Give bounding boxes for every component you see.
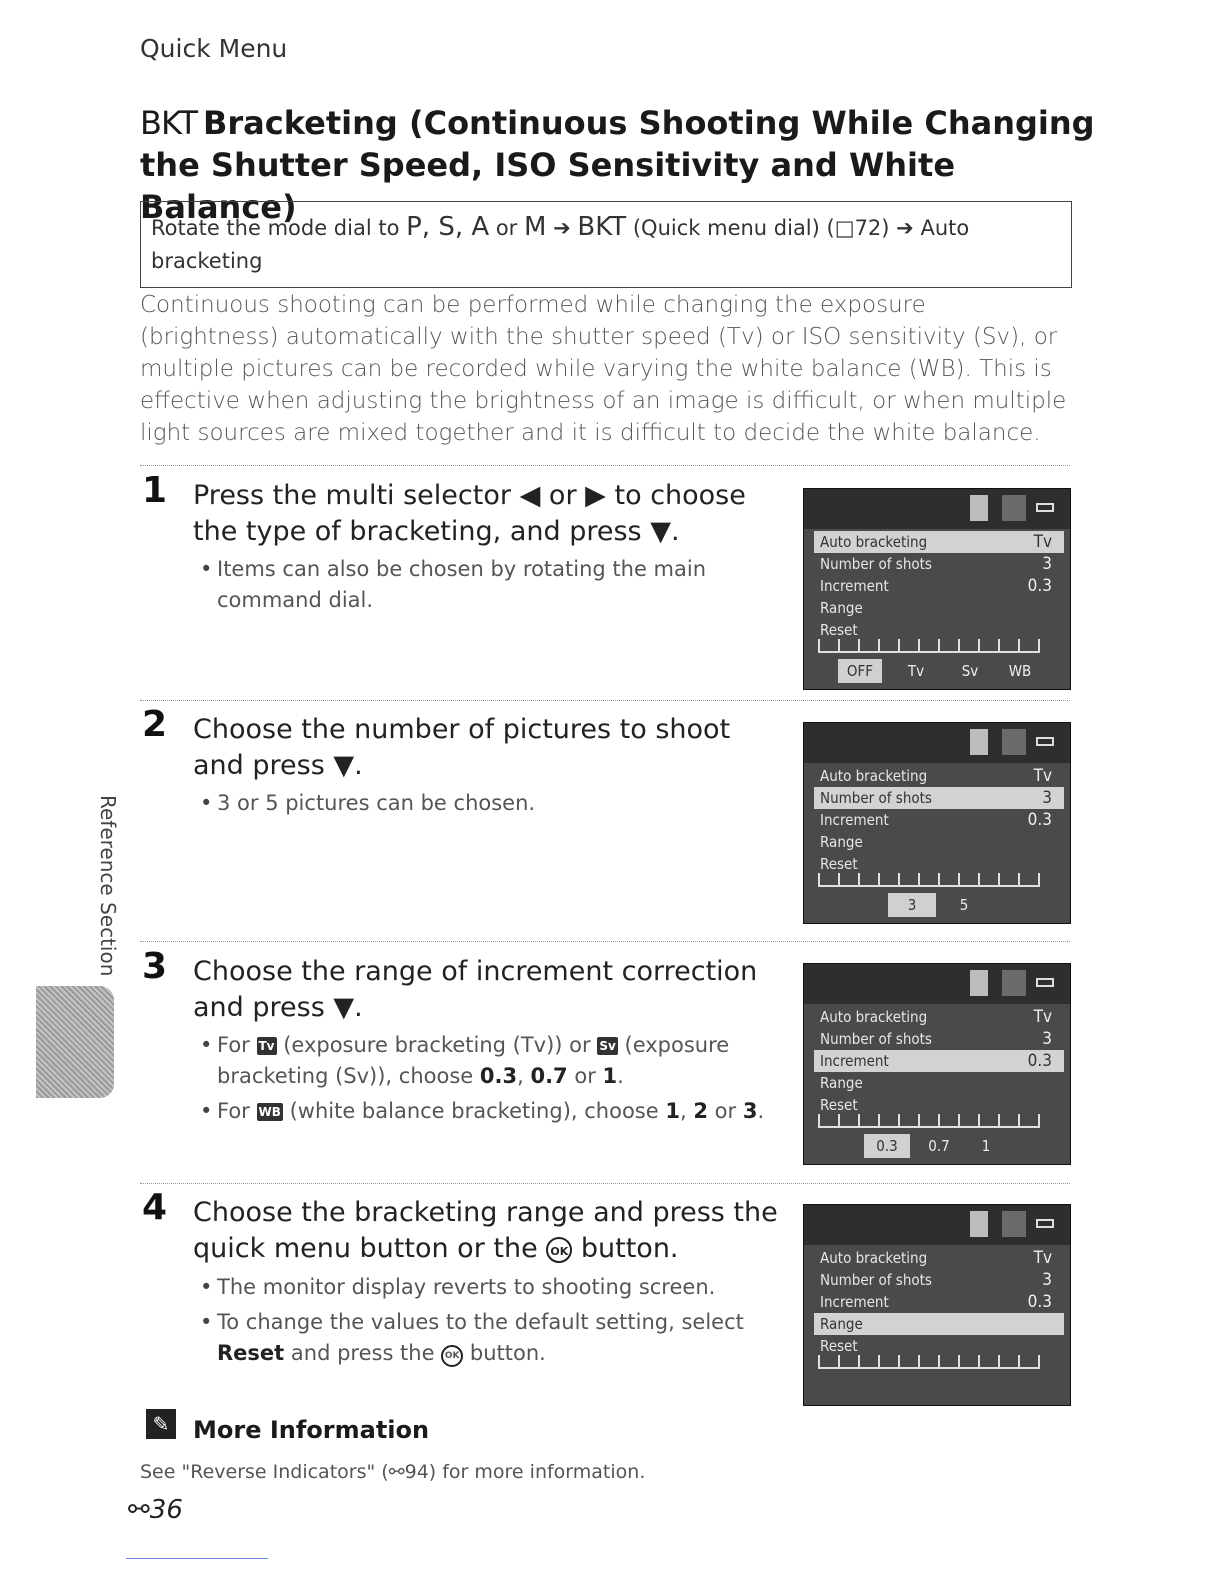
nav-mid: (Quick menu dial) ( [632,216,835,240]
menu-row-auto-bracketing [814,765,1064,787]
bullet-text: or [574,1064,596,1088]
more-text-b: 94) for more information. [404,1461,646,1483]
row-label: Auto bracketing [820,533,928,551]
step-number: 1 [142,470,168,511]
ok-button-icon: OK [546,1237,572,1263]
screen-topbar [804,1205,1070,1245]
row-value: Tv [1033,766,1052,786]
menu-tab-icon [1002,970,1026,996]
section-tab [36,986,114,1098]
step-bullets [200,554,770,620]
menu-row-auto-bracketing [814,1006,1064,1028]
bullet-item [200,1307,770,1369]
bkt-symbol: BKT [140,104,197,142]
menu-tab-icon [970,495,988,521]
side-label [96,795,120,975]
option-0-3: 0.3 [864,1134,910,1158]
battery-icon [1036,503,1054,512]
option-strip [804,659,1070,683]
menu-row-reset [814,1335,1064,1357]
row-label: Number of shots [820,555,932,573]
menu-row-increment [814,1291,1064,1313]
menu-row-range [814,1313,1064,1335]
step-heading-text: or [548,480,577,511]
arrow-icon: ➔ [896,216,914,240]
nav-mode-m: M [524,212,547,242]
side-label-text: Reference Section [96,795,120,977]
more-information-text [140,1461,645,1483]
row-label: Reset [820,1337,858,1355]
row-label: Number of shots [820,1271,932,1289]
value-1: 1 [665,1099,680,1123]
row-label: Increment [820,1052,889,1070]
step-bullets [200,1030,770,1131]
option-strip [804,1134,1070,1158]
down-arrow-icon: ▼ [333,992,355,1023]
row-label: Auto bracketing [820,1008,928,1026]
divider [140,700,1070,701]
row-label: Increment [820,1293,889,1311]
reset-label: Reset [217,1341,285,1365]
camera-screen-2 [803,722,1071,924]
navigation-box [140,201,1072,288]
row-value: 3 [1042,1270,1052,1290]
row-label: Reset [820,621,858,639]
step-heading-text: button. [580,1233,679,1264]
option-wb: WB [1008,662,1032,680]
menu-row-reset [814,1094,1064,1116]
row-value: 3 [1042,1029,1052,1049]
exposure-scale [818,1114,1040,1128]
title-text: Bracketing (Continuous Shooting While Changing the Shutter Speed, ISO Sensitivity and White Balance) [140,104,1095,226]
menu-tab-icon [970,1211,988,1237]
row-value: Tv [1033,532,1052,552]
divider [140,941,1070,942]
menu-row-number-of-shots [814,787,1064,809]
row-label: Range [820,1074,863,1092]
wb-icon: WB [258,1105,281,1119]
row-value: 3 [1042,788,1052,808]
camera-screen-1 [803,488,1071,690]
row-value: Tv [1033,1007,1052,1027]
menu-row-increment [814,809,1064,831]
step-heading-text: Choose the number of pictures to shoot and press [193,714,731,781]
step-heading-text: Press the multi selector [193,480,511,511]
bullet-item: • Items can also be chosen by rotating the main command dial. [200,554,770,616]
nav-modes: P, S, A [406,212,490,242]
screen-topbar [804,723,1070,763]
value-2: 2 [693,1099,708,1123]
nav-bkt: BKT [577,212,627,242]
row-label: Reset [820,1096,858,1114]
screen-menu [814,1247,1064,1357]
option-5: 5 [959,896,969,914]
value-0-3: 0.3 [479,1064,518,1088]
menu-row-number-of-shots [814,553,1064,575]
row-label: Range [820,1315,863,1333]
row-value: 0.3 [1027,810,1052,830]
bottom-rule [126,1558,268,1559]
row-label: Reset [820,855,858,873]
menu-tab-icon [1002,495,1026,521]
bullet-text: To change the values to the default setting, select [217,1310,744,1334]
bullet-text: (exposure bracketing (Sv)), choose [217,1033,730,1088]
row-value: Tv [1033,1248,1052,1268]
menu-row-range [814,597,1064,619]
menu-tab-icon [970,729,988,755]
row-value: 0.3 [1027,1051,1052,1071]
step-heading-text: to choose the type of bracketing, and press [193,480,746,547]
battery-icon [1036,1219,1054,1228]
reference-icon: ⚯ [388,1461,405,1483]
screen-menu [814,1006,1064,1116]
page-number [128,1495,183,1525]
down-arrow-icon: ▼ [650,516,671,547]
menu-row-increment [814,1050,1064,1072]
down-arrow-icon: ▼ [333,750,355,781]
screen-topbar [804,489,1070,529]
bullet-item: • 3 or 5 pictures can be chosen. [200,788,770,819]
bullet-item: • The monitor display reverts to shooting screen. [200,1272,770,1303]
row-label: Range [820,833,863,851]
option-off: OFF [838,659,882,683]
bullet-item: • For WB (white balance bracketing), choose 1, 2 or 3. [200,1096,770,1127]
option-0-7: 0.7 [928,1137,950,1155]
menu-row-auto-bracketing [814,1247,1064,1269]
exposure-scale [818,1355,1040,1369]
divider [140,1183,1070,1184]
option-strip [804,893,1070,917]
menu-tab-icon [970,970,988,996]
value-3: 3 [742,1099,758,1123]
step-bullets [200,788,770,823]
row-label: Increment [820,577,889,595]
row-label: Auto bracketing [820,1249,928,1267]
menu-row-auto-bracketing [814,531,1064,553]
bullet-text: and press the [290,1341,435,1365]
bullet-text: (white balance bracketing), choose [289,1099,659,1123]
arrow-icon: ➔ [553,216,571,240]
more-information-icon: ✎ [146,1409,176,1439]
value-0-7: 0.7 [530,1064,568,1088]
battery-icon [1036,978,1054,987]
row-value: 3 [1042,554,1052,574]
row-label: Number of shots [820,789,932,807]
menu-row-reset [814,853,1064,875]
menu-row-reset [814,619,1064,641]
intro-paragraph: Continuous shooting can be performed while changing the exposure (brightness) automatically with the shutter speed (Tv) or ISO sensitivity (Sv), or multiple pictures can be recorded while varying the white balance (WB). This is effective when adjusting the brightness of an image is difficult, or when multiple light sources are mixed together and it is difficult to decide the white balance. [140,292,1067,446]
bullet-text: or [714,1099,737,1123]
menu-row-number-of-shots [814,1028,1064,1050]
value-1: 1 [602,1064,618,1088]
menu-row-range [814,831,1064,853]
row-label: Increment [820,811,889,829]
more-information-title: More Information [193,1416,430,1444]
nav-ref: 72) [854,216,890,240]
nav-suffix: Auto bracketing [151,216,970,273]
bullet-text: button. [469,1341,546,1365]
right-arrow-icon: ▶ [585,480,606,511]
reference-section-icon: ⚯ [128,1495,150,1525]
camera-screen-4 [803,1204,1071,1406]
step-heading-text: Choose the bracketing range and press the quick menu button or the [193,1197,778,1264]
step-number: 4 [142,1187,168,1228]
left-arrow-icon: ◀ [519,480,541,511]
option-sv: Sv [961,662,979,680]
nav-or: or [495,216,518,240]
menu-tab-icon [1002,729,1026,755]
ok-button-icon: OK [441,1345,463,1367]
exposure-scale [818,873,1040,887]
screen-menu [814,765,1064,875]
row-label: Number of shots [820,1030,932,1048]
book-icon: □ [834,216,855,240]
sv-icon: Sv [599,1039,616,1053]
bullet-item: • For Tv (exposure bracketing (Tv)) or Sv (exposure bracketing (Sv)), choose 0.3, 0.7 or 1. [200,1030,770,1092]
step-bullets [200,1272,770,1373]
tv-icon: Tv [258,1039,275,1053]
nav-prefix: Rotate the mode dial to [151,216,400,240]
bullet-text: (exposure bracketing (Tv)) or [283,1033,591,1057]
menu-row-increment [814,575,1064,597]
row-label: Range [820,599,863,617]
option-1: 1 [981,1137,991,1155]
step-heading: Choose the number of pictures to shoot and press ▼. [193,714,731,781]
step-heading: Choose the range of increment correction and press ▼. [193,956,758,1023]
menu-row-range [814,1072,1064,1094]
bullet-text: For [217,1033,250,1057]
step-heading: Press the multi selector ◀ or ▶ to choose the type of bracketing, and press ▼. [193,480,746,547]
more-text-a: See "Reverse Indicators" ( [140,1461,389,1483]
screen-topbar [804,964,1070,1004]
exposure-scale [818,639,1040,653]
step-heading-text: Choose the range of increment correction and press [193,956,758,1023]
menu-row-number-of-shots [814,1269,1064,1291]
battery-icon [1036,737,1054,746]
camera-screen-3 [803,963,1071,1165]
step-heading [193,1195,783,1267]
row-value: 0.3 [1027,1292,1052,1312]
divider [140,465,1070,466]
option-3: 3 [888,893,936,917]
running-head: Quick Menu [140,34,288,63]
step-number: 2 [142,704,168,745]
screen-menu [814,531,1064,641]
page-number-value: 36 [149,1495,183,1525]
step-number: 3 [142,946,168,987]
row-value: 0.3 [1027,576,1052,596]
menu-tab-icon [1002,1211,1026,1237]
option-tv: Tv [907,662,925,680]
bullet-text: For [217,1099,250,1123]
row-label: Auto bracketing [820,767,928,785]
